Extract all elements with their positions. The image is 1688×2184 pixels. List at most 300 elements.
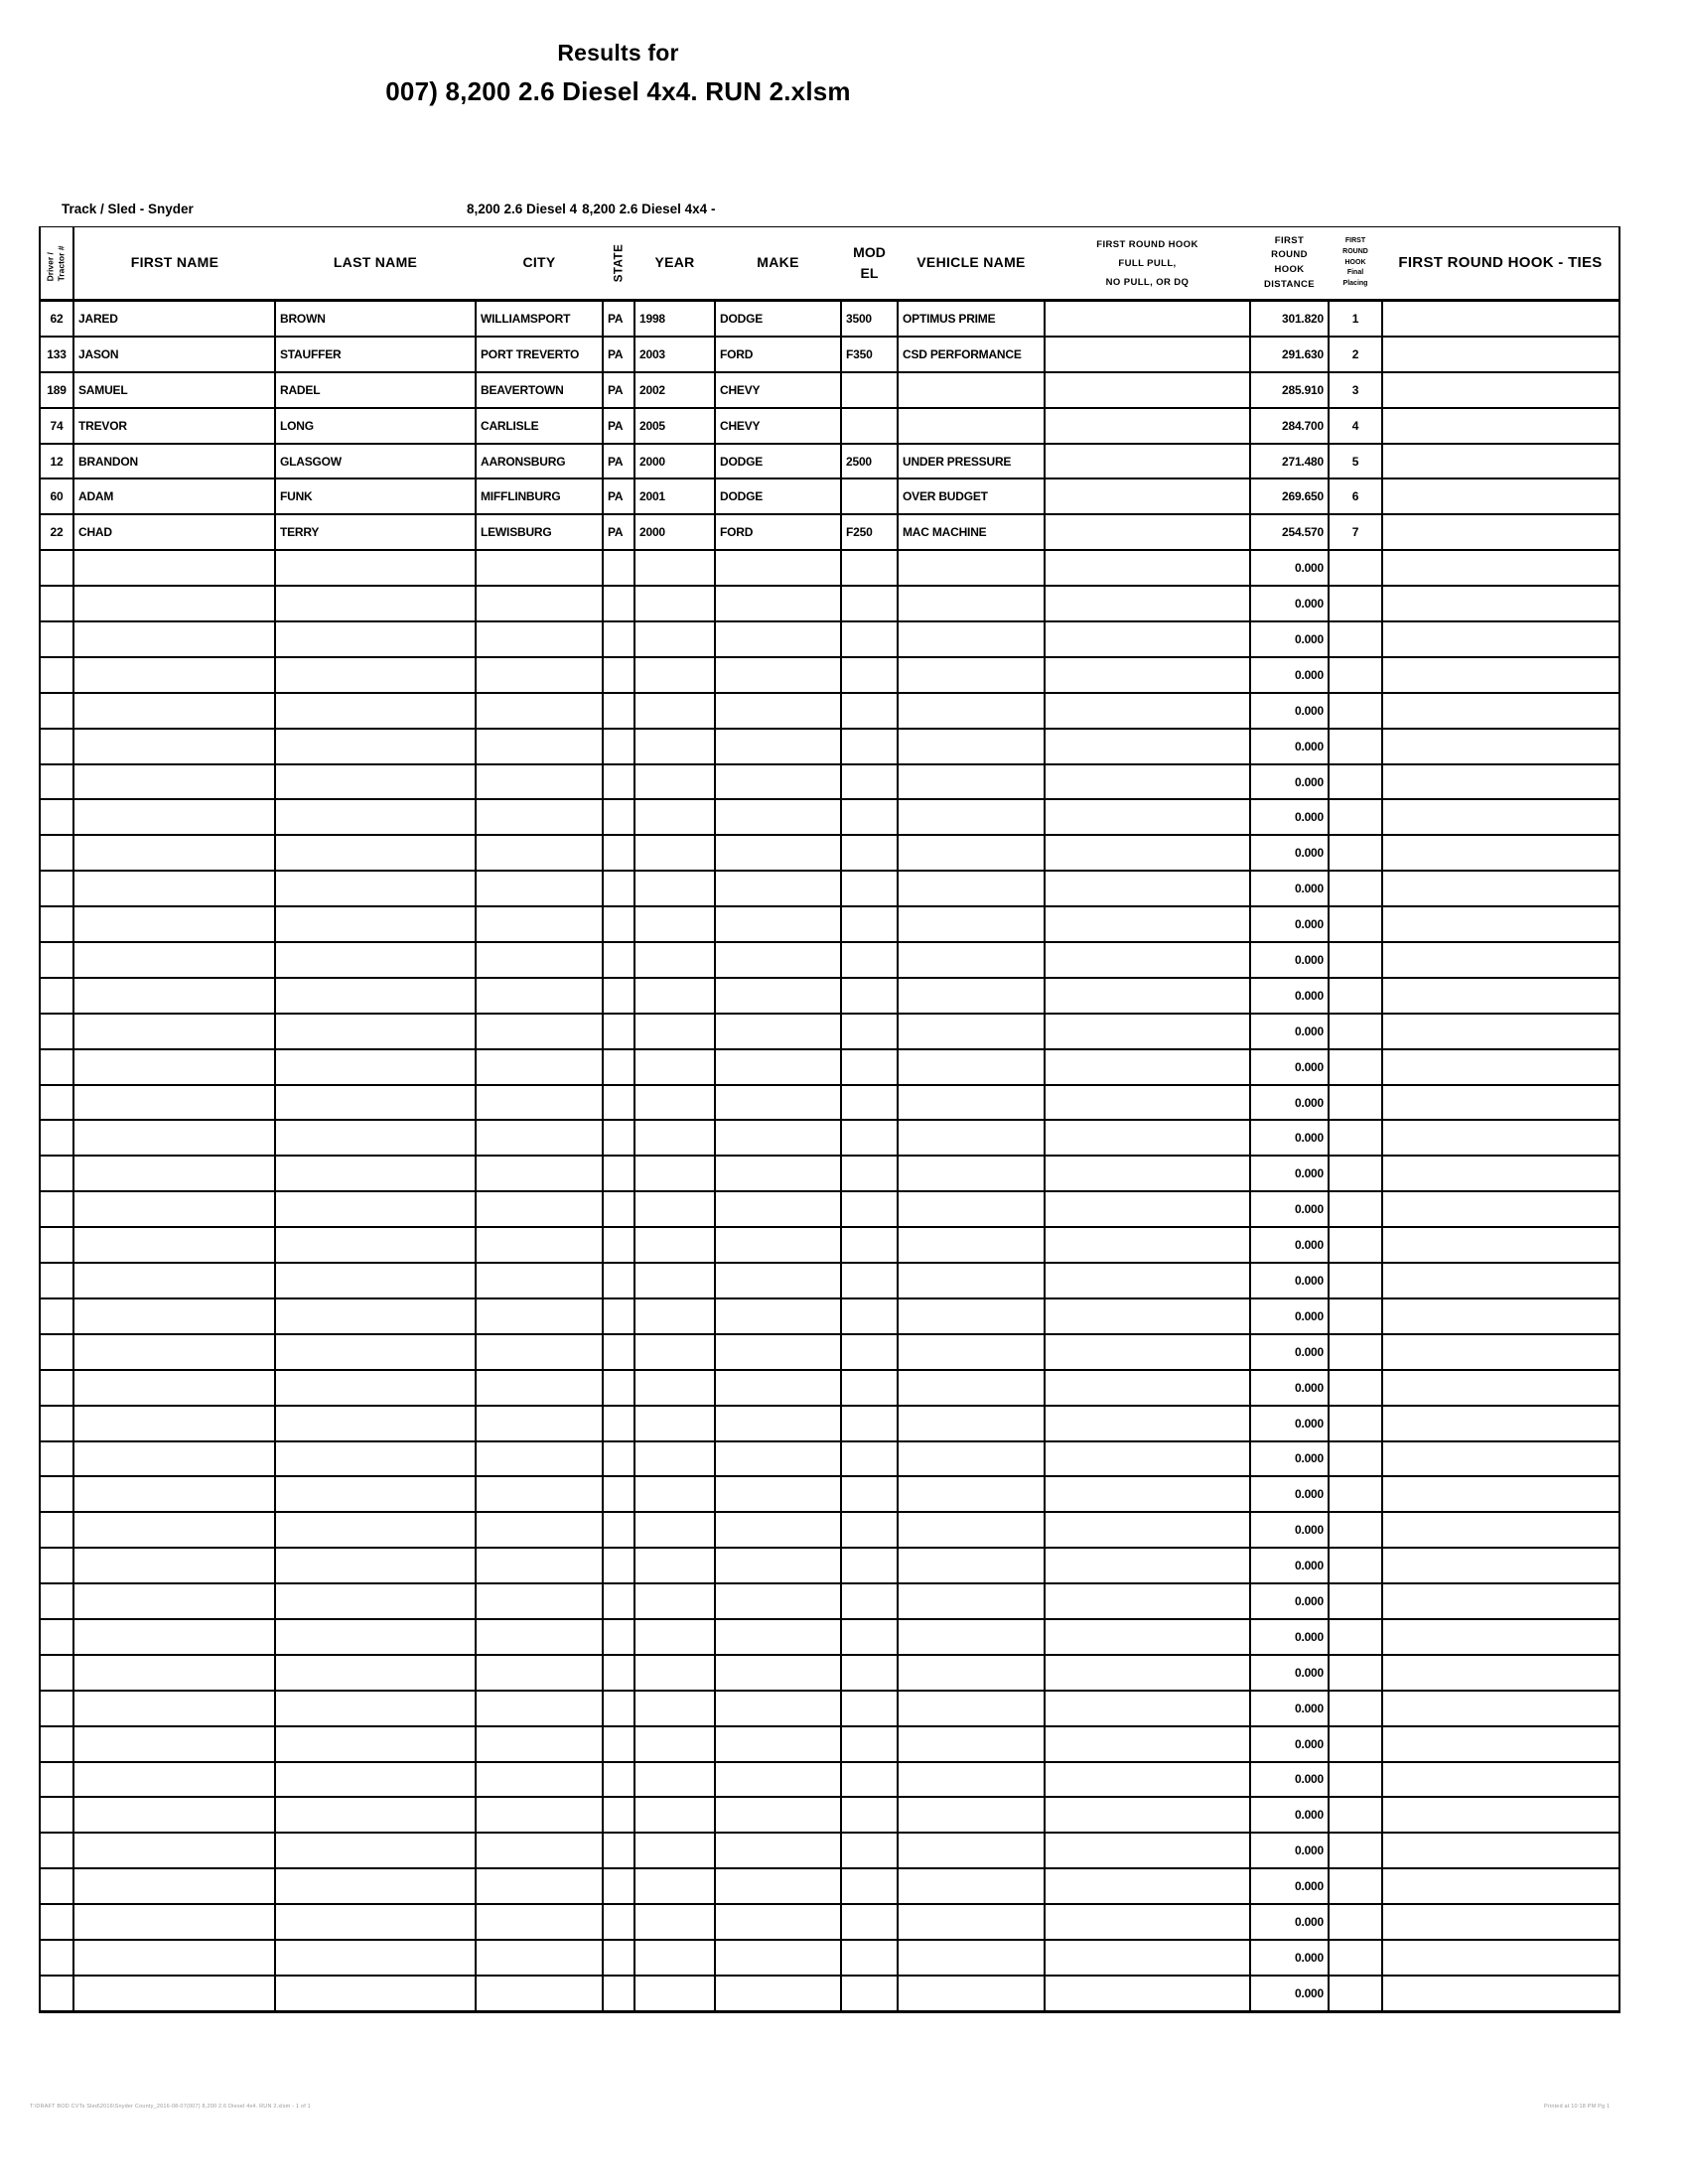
cell-num: 22 bbox=[40, 514, 73, 550]
cell-vehicle bbox=[898, 835, 1045, 871]
cell-last bbox=[275, 693, 476, 729]
cell-model bbox=[841, 1406, 898, 1441]
cell-city bbox=[476, 1263, 603, 1298]
cell-state bbox=[603, 978, 634, 1014]
cell-year bbox=[634, 978, 715, 1014]
cell-last bbox=[275, 586, 476, 621]
cell-placing bbox=[1329, 1370, 1382, 1406]
cell-city: CARLISLE bbox=[476, 408, 603, 444]
cell-vehicle bbox=[898, 764, 1045, 800]
cell-distance: 0.000 bbox=[1250, 1726, 1329, 1762]
cell-make bbox=[715, 1049, 841, 1085]
table-row bbox=[40, 514, 1619, 550]
cell-vehicle bbox=[898, 978, 1045, 1014]
cell-make bbox=[715, 1120, 841, 1156]
cell-year bbox=[634, 764, 715, 800]
cell-full-pull bbox=[1045, 1014, 1250, 1049]
cell-full-pull bbox=[1045, 871, 1250, 906]
cell-ties bbox=[1382, 514, 1619, 550]
cell-distance: 0.000 bbox=[1250, 1655, 1329, 1691]
table-row-empty bbox=[40, 693, 1619, 729]
cell-make bbox=[715, 871, 841, 906]
cell-distance: 0.000 bbox=[1250, 1441, 1329, 1477]
cell-city bbox=[476, 764, 603, 800]
cell-state bbox=[603, 1049, 634, 1085]
cell-vehicle bbox=[898, 372, 1045, 408]
cell-year bbox=[634, 1691, 715, 1726]
cell-num bbox=[40, 1334, 73, 1370]
cell-last bbox=[275, 1014, 476, 1049]
cell-first bbox=[73, 657, 275, 693]
cell-year bbox=[634, 1049, 715, 1085]
cell-model: F350 bbox=[841, 337, 898, 372]
cell-model bbox=[841, 1441, 898, 1477]
cell-num bbox=[40, 1370, 73, 1406]
cell-city bbox=[476, 1833, 603, 1868]
cell-state bbox=[603, 1512, 634, 1548]
cell-distance: 0.000 bbox=[1250, 1370, 1329, 1406]
header-first-round-hook-result: FIRST ROUND HOOK FULL PULL, NO PULL, OR DQ bbox=[1045, 227, 1250, 301]
cell-num bbox=[40, 1441, 73, 1477]
cell-model bbox=[841, 1370, 898, 1406]
table-row-empty bbox=[40, 1655, 1619, 1691]
cell-distance: 0.000 bbox=[1250, 978, 1329, 1014]
cell-first bbox=[73, 550, 275, 586]
cell-num bbox=[40, 1726, 73, 1762]
cell-full-pull bbox=[1045, 586, 1250, 621]
cell-first bbox=[73, 729, 275, 764]
cell-make bbox=[715, 1085, 841, 1121]
cell-make bbox=[715, 1014, 841, 1049]
cell-vehicle bbox=[898, 729, 1045, 764]
cell-city bbox=[476, 1441, 603, 1477]
cell-ties bbox=[1382, 906, 1619, 942]
cell-city bbox=[476, 1762, 603, 1798]
cell-last bbox=[275, 1976, 476, 2011]
cell-model bbox=[841, 1762, 898, 1798]
cell-vehicle bbox=[898, 1512, 1045, 1548]
cell-full-pull bbox=[1045, 1406, 1250, 1441]
cell-vehicle bbox=[898, 1655, 1045, 1691]
cell-vehicle bbox=[898, 1227, 1045, 1263]
cell-full-pull bbox=[1045, 1191, 1250, 1227]
cell-last bbox=[275, 1691, 476, 1726]
cell-ties bbox=[1382, 1334, 1619, 1370]
cell-model bbox=[841, 1691, 898, 1726]
cell-num bbox=[40, 906, 73, 942]
cell-ties bbox=[1382, 408, 1619, 444]
cell-full-pull bbox=[1045, 729, 1250, 764]
cell-distance: 0.000 bbox=[1250, 621, 1329, 657]
cell-last bbox=[275, 1940, 476, 1976]
cell-vehicle bbox=[898, 1191, 1045, 1227]
cell-city bbox=[476, 550, 603, 586]
table-row-empty bbox=[40, 1334, 1619, 1370]
cell-placing bbox=[1329, 729, 1382, 764]
cell-model bbox=[841, 799, 898, 835]
cell-make bbox=[715, 1583, 841, 1619]
cell-ties bbox=[1382, 693, 1619, 729]
cell-num bbox=[40, 586, 73, 621]
cell-model bbox=[841, 942, 898, 978]
cell-placing bbox=[1329, 1940, 1382, 1976]
cell-make bbox=[715, 942, 841, 978]
cell-make bbox=[715, 1191, 841, 1227]
cell-distance: 0.000 bbox=[1250, 1762, 1329, 1798]
cell-full-pull bbox=[1045, 799, 1250, 835]
cell-last bbox=[275, 1762, 476, 1798]
cell-full-pull bbox=[1045, 1334, 1250, 1370]
cell-year bbox=[634, 729, 715, 764]
cell-placing bbox=[1329, 1904, 1382, 1940]
header-driver-line1: Driver / bbox=[45, 251, 56, 281]
cell-ties bbox=[1382, 1583, 1619, 1619]
cell-year bbox=[634, 1976, 715, 2011]
cell-year bbox=[634, 871, 715, 906]
cell-distance: 0.000 bbox=[1250, 1406, 1329, 1441]
cell-model bbox=[841, 1156, 898, 1191]
cell-city bbox=[476, 1334, 603, 1370]
table-row bbox=[40, 372, 1619, 408]
cell-vehicle bbox=[898, 657, 1045, 693]
cell-state bbox=[603, 1191, 634, 1227]
cell-distance: 0.000 bbox=[1250, 1334, 1329, 1370]
cell-year bbox=[634, 1476, 715, 1512]
cell-full-pull bbox=[1045, 372, 1250, 408]
cell-last bbox=[275, 978, 476, 1014]
cell-state bbox=[603, 1940, 634, 1976]
cell-first bbox=[73, 1049, 275, 1085]
cell-num bbox=[40, 1227, 73, 1263]
cell-last bbox=[275, 1120, 476, 1156]
cell-year bbox=[634, 1441, 715, 1477]
class-name-full: 8,200 2.6 Diesel 4x4 - bbox=[582, 202, 716, 216]
cell-num bbox=[40, 729, 73, 764]
cell-year: 2002 bbox=[634, 372, 715, 408]
cell-state: PA bbox=[603, 478, 634, 514]
cell-vehicle bbox=[898, 550, 1045, 586]
table-row-empty bbox=[40, 1298, 1619, 1334]
cell-make bbox=[715, 1940, 841, 1976]
cell-ties bbox=[1382, 478, 1619, 514]
cell-first bbox=[73, 1085, 275, 1121]
cell-vehicle bbox=[898, 1940, 1045, 1976]
cell-city bbox=[476, 729, 603, 764]
cell-distance: 284.700 bbox=[1250, 408, 1329, 444]
table-row bbox=[40, 301, 1619, 337]
cell-ties bbox=[1382, 729, 1619, 764]
cell-make bbox=[715, 1334, 841, 1370]
cell-first bbox=[73, 1370, 275, 1406]
cell-distance: 0.000 bbox=[1250, 1512, 1329, 1548]
results-table bbox=[39, 226, 1620, 2013]
cell-placing: 6 bbox=[1329, 478, 1382, 514]
cell-num bbox=[40, 1085, 73, 1121]
cell-full-pull bbox=[1045, 1441, 1250, 1477]
cell-num bbox=[40, 835, 73, 871]
cell-state: PA bbox=[603, 372, 634, 408]
header-driver-line2: Tractor # bbox=[57, 245, 67, 281]
cell-city: AARONSBURG bbox=[476, 444, 603, 479]
cell-model bbox=[841, 1512, 898, 1548]
cell-model bbox=[841, 1120, 898, 1156]
cell-full-pull bbox=[1045, 1762, 1250, 1798]
cell-full-pull bbox=[1045, 978, 1250, 1014]
table-row-empty bbox=[40, 1370, 1619, 1406]
cell-first bbox=[73, 1726, 275, 1762]
cell-first: SAMUEL bbox=[73, 372, 275, 408]
cell-last bbox=[275, 1797, 476, 1833]
cell-model bbox=[841, 1619, 898, 1655]
cell-make bbox=[715, 906, 841, 942]
cell-state bbox=[603, 835, 634, 871]
cell-ties bbox=[1382, 1120, 1619, 1156]
cell-full-pull bbox=[1045, 550, 1250, 586]
cell-model bbox=[841, 586, 898, 621]
cell-year bbox=[634, 1120, 715, 1156]
cell-model bbox=[841, 1049, 898, 1085]
cell-city bbox=[476, 586, 603, 621]
cell-year bbox=[634, 550, 715, 586]
cell-placing bbox=[1329, 1441, 1382, 1477]
cell-full-pull bbox=[1045, 1263, 1250, 1298]
cell-vehicle bbox=[898, 1049, 1045, 1085]
cell-model bbox=[841, 1833, 898, 1868]
cell-ties bbox=[1382, 871, 1619, 906]
cell-first bbox=[73, 906, 275, 942]
header-row bbox=[40, 227, 1619, 301]
cell-make bbox=[715, 1370, 841, 1406]
cell-first bbox=[73, 1548, 275, 1583]
cell-first bbox=[73, 799, 275, 835]
cell-state bbox=[603, 942, 634, 978]
cell-ties bbox=[1382, 1691, 1619, 1726]
cell-full-pull bbox=[1045, 1904, 1250, 1940]
cell-make bbox=[715, 1156, 841, 1191]
results-table-body bbox=[40, 301, 1619, 2012]
cell-state bbox=[603, 1976, 634, 2011]
cell-make: FORD bbox=[715, 514, 841, 550]
cell-placing: 2 bbox=[1329, 337, 1382, 372]
table-row-empty bbox=[40, 1512, 1619, 1548]
cell-placing bbox=[1329, 550, 1382, 586]
cell-last bbox=[275, 1904, 476, 1940]
cell-placing bbox=[1329, 1548, 1382, 1583]
cell-ties bbox=[1382, 1833, 1619, 1868]
cell-ties bbox=[1382, 1156, 1619, 1191]
cell-first bbox=[73, 1263, 275, 1298]
cell-num bbox=[40, 1655, 73, 1691]
cell-city bbox=[476, 1619, 603, 1655]
cell-first bbox=[73, 1797, 275, 1833]
cell-year bbox=[634, 1298, 715, 1334]
cell-ties bbox=[1382, 1085, 1619, 1121]
cell-last bbox=[275, 1227, 476, 1263]
cell-vehicle bbox=[898, 1762, 1045, 1798]
table-row-empty bbox=[40, 1476, 1619, 1512]
cell-year bbox=[634, 1548, 715, 1583]
cell-make: CHEVY bbox=[715, 372, 841, 408]
cell-ties bbox=[1382, 372, 1619, 408]
cell-state bbox=[603, 1370, 634, 1406]
cell-year bbox=[634, 1334, 715, 1370]
cell-state bbox=[603, 550, 634, 586]
cell-city bbox=[476, 1370, 603, 1406]
cell-city: LEWISBURG bbox=[476, 514, 603, 550]
table-row-empty bbox=[40, 586, 1619, 621]
table-row-empty bbox=[40, 1263, 1619, 1298]
cell-placing bbox=[1329, 1014, 1382, 1049]
cell-distance: 0.000 bbox=[1250, 835, 1329, 871]
cell-first bbox=[73, 978, 275, 1014]
cell-placing bbox=[1329, 586, 1382, 621]
cell-last bbox=[275, 799, 476, 835]
cell-full-pull bbox=[1045, 693, 1250, 729]
cell-num bbox=[40, 1691, 73, 1726]
cell-ties bbox=[1382, 835, 1619, 871]
cell-make bbox=[715, 1263, 841, 1298]
cell-state: PA bbox=[603, 444, 634, 479]
header-vehicle-name: VEHICLE NAME bbox=[898, 227, 1045, 301]
page-title: Results for bbox=[557, 40, 679, 66]
cell-model bbox=[841, 693, 898, 729]
cell-city bbox=[476, 1227, 603, 1263]
cell-make bbox=[715, 1476, 841, 1512]
cell-city bbox=[476, 1868, 603, 1904]
cell-placing bbox=[1329, 871, 1382, 906]
cell-placing bbox=[1329, 764, 1382, 800]
cell-last bbox=[275, 1512, 476, 1548]
cell-num: 189 bbox=[40, 372, 73, 408]
cell-year bbox=[634, 1227, 715, 1263]
cell-full-pull bbox=[1045, 444, 1250, 479]
cell-ties bbox=[1382, 1441, 1619, 1477]
cell-vehicle bbox=[898, 1548, 1045, 1583]
cell-placing bbox=[1329, 1120, 1382, 1156]
cell-city bbox=[476, 657, 603, 693]
table-row-empty bbox=[40, 942, 1619, 978]
cell-vehicle bbox=[898, 586, 1045, 621]
cell-distance: 0.000 bbox=[1250, 1976, 1329, 2011]
table-row-empty bbox=[40, 764, 1619, 800]
cell-first bbox=[73, 1868, 275, 1904]
cell-vehicle bbox=[898, 1120, 1045, 1156]
cell-state bbox=[603, 1298, 634, 1334]
header-year: YEAR bbox=[634, 227, 715, 301]
cell-model bbox=[841, 1334, 898, 1370]
cell-make bbox=[715, 550, 841, 586]
cell-vehicle bbox=[898, 1298, 1045, 1334]
cell-vehicle bbox=[898, 871, 1045, 906]
cell-model bbox=[841, 835, 898, 871]
cell-full-pull bbox=[1045, 942, 1250, 978]
cell-city: MIFFLINBURG bbox=[476, 478, 603, 514]
cell-distance: 0.000 bbox=[1250, 1548, 1329, 1583]
cell-state bbox=[603, 1548, 634, 1583]
cell-state bbox=[603, 1619, 634, 1655]
cell-city bbox=[476, 799, 603, 835]
cell-distance: 0.000 bbox=[1250, 1085, 1329, 1121]
cell-placing bbox=[1329, 1085, 1382, 1121]
cell-full-pull bbox=[1045, 301, 1250, 337]
cell-state bbox=[603, 1726, 634, 1762]
cell-city bbox=[476, 1014, 603, 1049]
cell-first bbox=[73, 586, 275, 621]
cell-state bbox=[603, 799, 634, 835]
cell-num bbox=[40, 1583, 73, 1619]
cell-num bbox=[40, 693, 73, 729]
table-row-empty bbox=[40, 1726, 1619, 1762]
table-row-empty bbox=[40, 1156, 1619, 1191]
cell-make bbox=[715, 1441, 841, 1477]
cell-make bbox=[715, 1976, 841, 2011]
cell-placing bbox=[1329, 1298, 1382, 1334]
cell-vehicle bbox=[898, 799, 1045, 835]
cell-state bbox=[603, 729, 634, 764]
cell-state bbox=[603, 1476, 634, 1512]
cell-year bbox=[634, 1512, 715, 1548]
cell-ties bbox=[1382, 337, 1619, 372]
cell-city bbox=[476, 871, 603, 906]
cell-city bbox=[476, 1476, 603, 1512]
table-row-empty bbox=[40, 621, 1619, 657]
cell-placing: 1 bbox=[1329, 301, 1382, 337]
cell-city: BEAVERTOWN bbox=[476, 372, 603, 408]
cell-num bbox=[40, 621, 73, 657]
cell-ties bbox=[1382, 799, 1619, 835]
cell-placing bbox=[1329, 1976, 1382, 2011]
cell-state bbox=[603, 1263, 634, 1298]
cell-vehicle bbox=[898, 408, 1045, 444]
cell-num bbox=[40, 1120, 73, 1156]
cell-model bbox=[841, 550, 898, 586]
cell-model bbox=[841, 1476, 898, 1512]
cell-placing bbox=[1329, 835, 1382, 871]
cell-city bbox=[476, 1406, 603, 1441]
cell-vehicle: MAC MACHINE bbox=[898, 514, 1045, 550]
cell-num: 74 bbox=[40, 408, 73, 444]
cell-last bbox=[275, 764, 476, 800]
cell-first bbox=[73, 1940, 275, 1976]
cell-distance: 0.000 bbox=[1250, 1476, 1329, 1512]
table-row-empty bbox=[40, 1619, 1619, 1655]
cell-first bbox=[73, 1156, 275, 1191]
cell-last bbox=[275, 657, 476, 693]
cell-last bbox=[275, 1406, 476, 1441]
table-row-empty bbox=[40, 1762, 1619, 1798]
cell-model bbox=[841, 478, 898, 514]
cell-first bbox=[73, 1691, 275, 1726]
table-row-empty bbox=[40, 1441, 1619, 1477]
cell-year bbox=[634, 1014, 715, 1049]
cell-last: FUNK bbox=[275, 478, 476, 514]
cell-vehicle bbox=[898, 1868, 1045, 1904]
cell-first: TREVOR bbox=[73, 408, 275, 444]
cell-city bbox=[476, 1691, 603, 1726]
table-row bbox=[40, 478, 1619, 514]
cell-placing bbox=[1329, 1726, 1382, 1762]
cell-distance: 0.000 bbox=[1250, 1014, 1329, 1049]
cell-city bbox=[476, 906, 603, 942]
cell-placing bbox=[1329, 1762, 1382, 1798]
cell-distance: 271.480 bbox=[1250, 444, 1329, 479]
cell-vehicle bbox=[898, 1904, 1045, 1940]
cell-city bbox=[476, 1512, 603, 1548]
cell-placing bbox=[1329, 1156, 1382, 1191]
cell-full-pull bbox=[1045, 1655, 1250, 1691]
table-row-empty bbox=[40, 1085, 1619, 1121]
cell-make bbox=[715, 1833, 841, 1868]
